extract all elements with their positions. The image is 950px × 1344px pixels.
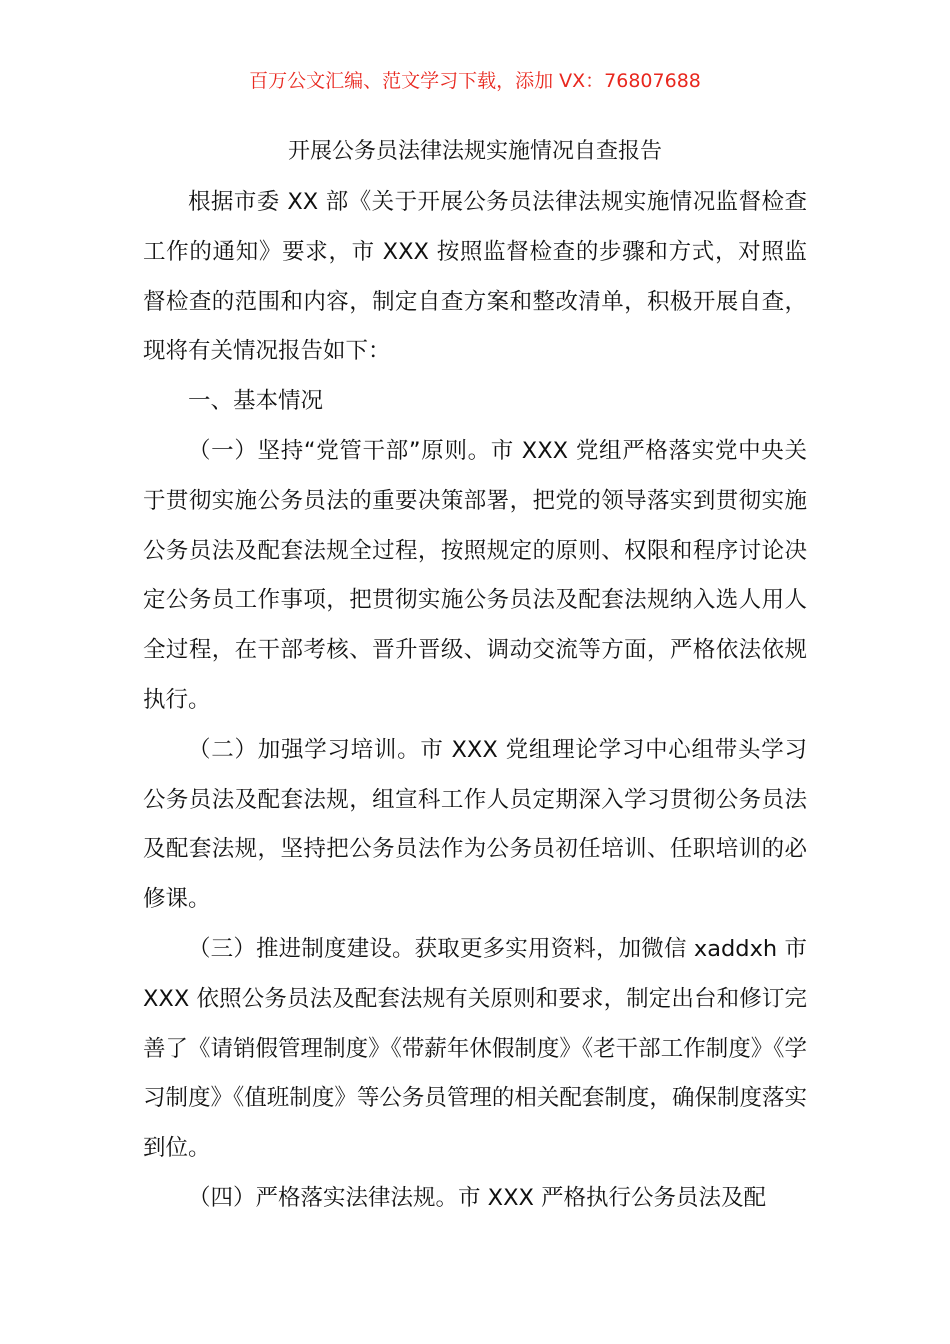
section-heading-basic-situation: 一、基本情况 bbox=[188, 388, 324, 415]
document-body bbox=[143, 178, 807, 1224]
item-paragraph-3: （三）推进制度建设。获取更多实用资料，加微信 xaddxh 市 XXX 依照公务员法及配套法规有关原则和要求，制定出台和修订完善了《请销假管理制度》《带薪年休假制度》《老干部工作制度》《学习制度》《值班制度》等公务员管理的相关配套制度，确保制度落实到位。 bbox=[143, 935, 807, 1162]
intro-paragraph: 根据市委 XX 部《关于开展公务员法律法规实施情况监督检查工作的通知》要求，市 XXX 按照监督检查的步骤和方式，对照监督检查的范围和内容，制定自查方案和整改清单，积极开展自查，现将有关情况报告如下： bbox=[143, 189, 807, 365]
item-paragraph-4: （四）严格落实法律法规。市 XXX 严格执行公务员法及配 bbox=[188, 1184, 767, 1211]
document-title: 开展公务员法律法规实施情况自查报告 bbox=[287, 139, 662, 164]
header-watermark-note: 百万公文汇编、范文学习下载，添加 VX：76807688 bbox=[249, 70, 701, 92]
item-paragraph-1: （一）坚持“党管干部”原则。市 XXX 党组严格落实党中央关于贯彻实施公务员法的重要决策部署，把党的领导落实到贯彻实施公务员法及配套法规全过程，按照规定的原则、权限和程序讨论决定公务员工作事项，把贯彻实施公务员法及配套法规纳入选人用人全过程，在干部考核、晋升晋级、调动交流等方面，严格依法依规执行。 bbox=[143, 437, 807, 713]
item-paragraph-2: （二）加强学习培训。市 XXX 党组理论学习中心组带头学习公务员法及配套法规，组宣科工作人员定期深入学习贯彻公务员法及配套法规，坚持把公务员法作为公务员初任培训、任职培训的必修课。 bbox=[143, 736, 807, 913]
